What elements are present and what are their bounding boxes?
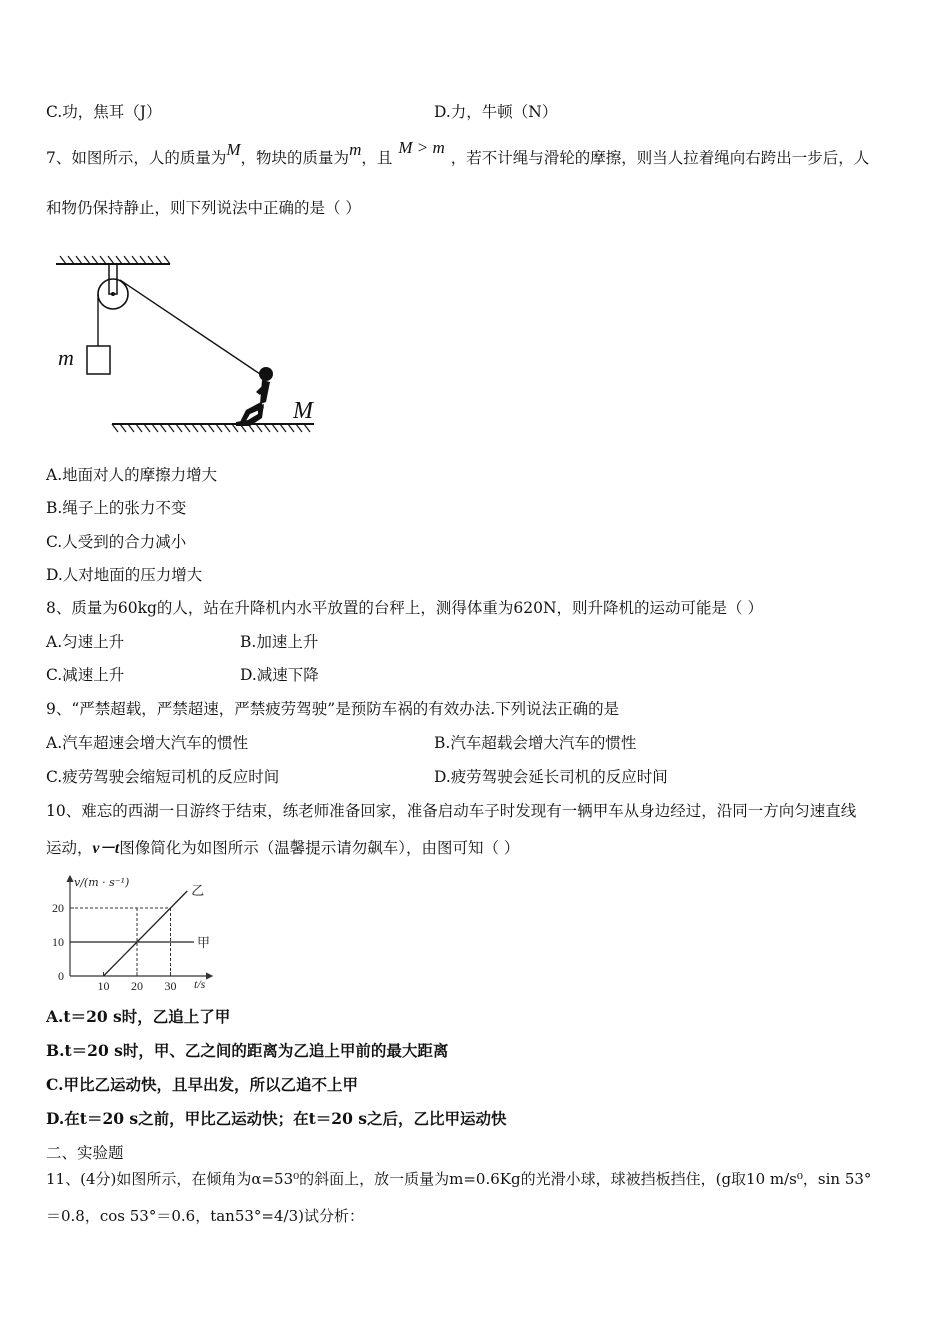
y-axis-label: v/(m · s⁻¹) (74, 876, 130, 889)
q7-stem-line1 (46, 138, 870, 168)
x-tick-label: 30 (164, 979, 177, 993)
q9-stem: 9、“严禁超载，严禁超速，严禁疲劳驾驶”是预防车祸的有效办法.下列说法正确的是 (46, 700, 620, 718)
q7-stem-a: 7、如图所示，人的质量为 (46, 149, 227, 167)
q6-option-c: C.功，焦耳（J） (46, 103, 162, 121)
q7-pulley-figure (50, 252, 330, 442)
q10-stem-line1: 10、难忘的西湖一日游终于结束，练老师准备回家，准备启动车子时发现有一辆甲车从身边经过，沿同一方向匀速直线 (46, 802, 857, 820)
q8-option-a: A.匀速上升 (46, 633, 125, 651)
q7-stem-d: ，若不计绳与滑轮的摩擦，则当人拉着绳向右跨出一步后，人 (450, 149, 870, 167)
q10-stem-line2 (46, 838, 519, 859)
q7-condition: M > m (398, 138, 445, 157)
q7-stem-line2: 和物仍保持静止，则下列说法中正确的是（ ） (46, 199, 361, 217)
q10-vt-chart (46, 870, 226, 996)
q10-option-d: D.在t＝20 s之前，甲比乙运动快；在t＝20 s之后，乙比甲运动快 (46, 1109, 507, 1128)
q7-stem-b: ，物块的质量为 (240, 149, 350, 167)
section2-title: 二、实验题 (46, 1144, 124, 1162)
series-label-jia: 甲 (196, 936, 210, 951)
q10-option-c: C.甲比乙运动快，且早出发，所以乙追不上甲 (46, 1075, 358, 1094)
q10-vt: v－t (92, 840, 120, 857)
q6-option-d: D.力，牛顿（N） (434, 103, 558, 121)
q9-option-d: D.疲劳驾驶会延长司机的反应时间 (434, 768, 668, 786)
y-tick-label: 20 (52, 901, 64, 915)
label-M: M (293, 398, 313, 424)
q7-option-d: D.人对地面的压力增大 (46, 566, 203, 584)
q7-option-b: B.绳子上的张力不变 (46, 499, 187, 517)
q7-var-m: m (349, 140, 362, 159)
q10-option-a: A.t＝20 s时，乙追上了甲 (46, 1007, 231, 1026)
person-icon (236, 367, 273, 426)
x-axis-label: t/s (194, 977, 206, 991)
q7-option-a: A.地面对人的摩擦力增大 (46, 466, 218, 484)
series-label-yi: 乙 (191, 884, 205, 899)
q8-option-c: C.减速上升 (46, 666, 125, 684)
block-m (87, 346, 110, 374)
q8-stem: 8、质量为60kg的人，站在升降机内水平放置的台秤上，测得体重为620N，则升降机的运动可能是（ ） (46, 599, 763, 617)
x-tick-label: 20 (131, 979, 143, 993)
q9-option-b: B.汽车超载会增大汽车的惯性 (434, 734, 637, 752)
q10-stem-2a: 运动， (46, 839, 93, 857)
q11-line1: 11、(4分)如图所示，在倾角为α=53⁰的斜面上，放一质量为m=0.6Kg的光滑小球，球被挡板挡住，(g取10 m/s⁰，sin 53° (46, 1170, 872, 1188)
q11-line2: ＝0.8，cos 53°＝0.6，tan53°=4/3)试分析： (46, 1207, 364, 1225)
y-tick-label: 10 (52, 935, 64, 949)
q10-option-b: B.t＝20 s时，甲、乙之间的距离为乙追上甲前的最大距离 (46, 1041, 449, 1060)
q8-option-b: B.加速上升 (240, 633, 319, 651)
q7-stem-c: ，且 (361, 149, 393, 167)
q8-option-d: D.减速下降 (240, 666, 319, 684)
q7-option-c: C.人受到的合力减小 (46, 533, 187, 551)
q10-stem-2b: 图像简化为如图所示（温馨提示请勿飙车），由图可知（ ） (119, 839, 520, 857)
label-m: m (58, 345, 74, 370)
x-tick-label: 10 (97, 979, 110, 993)
q7-var-M: M (226, 140, 241, 159)
y-tick-label: 0 (58, 969, 64, 983)
q9-option-a: A.汽车超速会增大汽车的惯性 (46, 734, 249, 752)
q9-option-c: C.疲劳驾驶会缩短司机的反应时间 (46, 768, 280, 786)
series-line-yi (104, 891, 188, 976)
